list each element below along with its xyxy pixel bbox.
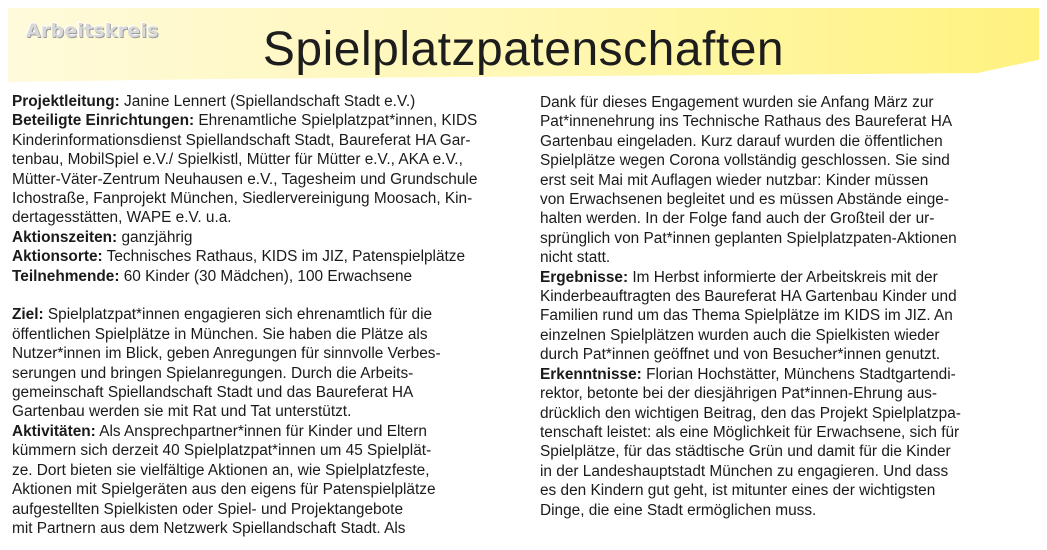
line-text: Florian Hochstätter, Münchens Stadtgartendi- [641,365,956,383]
line-text: nicht statt. [540,249,611,267]
text-line [540,365,1035,384]
line-text: mit Partnern aus dem Netzwerk Spiellandschaft Stadt. Als [12,519,406,537]
text-line [540,112,1035,131]
line-text: öffentlichen Spielplätze in München. Sie haben die Plätze als [12,325,428,343]
line-text: tenbau, MobilSpiel e.V./ Spielkistl, Mütter für Mütter e.V., AKA e.V., [12,151,463,169]
text-line [540,287,1035,306]
line-text: tenschaft leistet: als eine Möglichkeit für Erwachsene, sich für [540,423,960,441]
line-text: in der Landeshauptstadt München zu engagieren. Und dass [540,462,949,480]
text-line [540,209,1035,228]
text-line [540,326,1035,345]
text-line [540,345,1035,364]
text-line [12,480,522,499]
line-text: von Erwachsenen begleitet und es müssen Abstände einge- [540,191,949,209]
line-text: Spielplätze wegen Corona vollständig geschlossen. Sie sind [540,152,950,170]
text-line [12,364,522,383]
line-text: halten werden. In der Folge fand auch der Großteil der ur- [540,210,935,228]
line-text: Ichostraße, Fanprojekt München, Siedlervereinigung Moosach, Kin- [12,190,473,208]
line-text: Janine Lennert (Spiellandschaft Stadt e.V.) [119,93,416,110]
section-label: Erkenntnisse: [540,365,642,383]
section-label: Aktionszeiten: [12,228,118,246]
text-line [540,171,1035,190]
line-text: Kinderinformationsdienst Spiellandschaft Stadt, Baureferat HA Gar- [12,131,471,149]
line-text: es den Kindern gut geht, ist mitunter eines der wichtigsten [540,482,936,500]
line-text: Mütter-Väter-Zentrum Neuhausen e.V., Tagesheim und Grundschule [12,170,478,188]
text-line [12,267,522,286]
line-text: Dank für dieses Engagement wurden sie Anfang März zur [540,94,934,111]
text-line [540,151,1035,170]
line-text: erst seit Mai mit Auflagen wieder nutzbar: Kinder müssen [540,171,929,189]
text-line [12,208,522,227]
text-line [12,305,522,324]
text-line [540,190,1035,209]
section-label: Ergebnisse: [540,268,629,286]
left-text-column [12,92,522,538]
line-text: sprünglich von Pat*innen geplanten Spielplatzpaten-Aktionen [540,229,957,247]
text-line [12,228,522,247]
text-line [540,248,1035,267]
text-line [12,111,522,130]
line-text: durch Pat*innen geöffnet und von Besucher*innen genutzt. [540,346,941,364]
text-line [12,247,522,266]
section-label: Aktionsorte: [12,248,103,266]
text-line [12,92,522,111]
line-text: Spielplätze, für das städtische Grün und damit für die Kinder [540,443,951,461]
text-line [12,189,522,208]
text-line [12,383,522,402]
text-line [540,481,1035,500]
line-text: 60 Kinder (30 Mädchen), 100 Erwachsene [119,267,413,285]
text-line [12,422,522,441]
text-line [12,325,522,344]
section-label: Ziel: [12,306,44,324]
section-label: Teilnehmende: [12,267,120,285]
text-line [540,442,1035,461]
text-line [540,423,1035,442]
right-text-column [540,93,1035,520]
text-line [540,306,1035,325]
text-line [540,384,1035,403]
line-text: rektor, betonte bei der diesjährigen Pat*innen-Ehrung aus- [540,385,937,403]
text-line [540,93,1035,112]
line-text: Kinderbeauftragten des Baureferat HA Gartenbau Kinder und [540,288,957,306]
section-label: Aktivitäten: [12,422,96,440]
text-line [12,344,522,363]
line-text: Nutzer*innen im Blick, geben Anregungen für sinnvolle Verbes- [12,345,441,363]
page-title: Spielplatzpatenschaften [262,23,785,76]
text-line [12,461,522,480]
line-text: serungen und bringen Spielanregungen. Durch die Arbeits- [12,364,414,382]
line-text: gemeinschaft Spiellandschaft Stadt und das Baureferat HA [12,384,414,402]
line-text: Dinge, die eine Stadt ermöglichen muss. [540,501,817,519]
line-text: einzelnen Spielplätzen wurden auch die Spielkisten wieder [540,326,940,344]
line-text: aufgestellten Spielkisten oder Spiel- und Projektangebote [12,500,404,518]
section-label: Projektleitung: [12,93,120,110]
line-text: Familien rund um das Thema Spielplätze im KIDS im JIZ. An [540,307,953,325]
line-text: Spielplatzpat*innen engagieren sich ehrenamtlich für die [43,306,433,324]
section-label: Beteiligte Einrichtungen: [12,112,195,130]
text-line [12,150,522,169]
line-text: Aktionen mit Spielgeräten aus den eigens für Patenspielplätze [12,481,436,499]
text-line [540,501,1035,520]
line-text: Als Ansprechpartner*innen für Kinder und Eltern [95,422,427,440]
text-line [540,268,1035,287]
line-text: Gartenbau eingeladen. Kurz darauf wurden die öffentlichen [540,132,943,150]
line-text: Im Herbst informierte der Arbeitskreis mit der [628,268,938,286]
text-line [12,170,522,189]
line-text: ze. Dort bieten sie vielfältige Aktionen an, wie Spielplatzfeste, [12,461,430,479]
text-line [540,404,1035,423]
line-text: Technisches Rathaus, KIDS im JIZ, Patenspielplätze [102,248,466,266]
line-text: Gartenbau werden sie mit Rat und Tat unterstützt. [12,403,352,421]
line-text: kümmern sich derzeit 40 Spielplatzpat*innen um 45 Spielplät- [12,442,432,460]
text-line [540,132,1035,151]
text-line [12,500,522,519]
text-line [540,462,1035,481]
paragraph-gap [12,286,522,305]
text-line [540,229,1035,248]
text-line [12,131,522,150]
line-text: ganzjährig [117,228,193,246]
text-line [12,441,522,460]
text-line [12,402,522,421]
text-line [12,519,522,538]
line-text: drücklich den wichtigen Beitrag, den das Projekt Spielplatzpa- [540,404,961,422]
line-text: Ehrenamtliche Spielplatzpat*innen, KIDS [194,112,478,130]
line-text: Pat*innenehrung ins Technische Rathaus des Baureferat HA [540,113,953,131]
arbeitskreis-stamp: Arbeitskreis [26,20,159,42]
line-text: dertagesstätten, WAPE e.V. u.a. [12,209,232,227]
